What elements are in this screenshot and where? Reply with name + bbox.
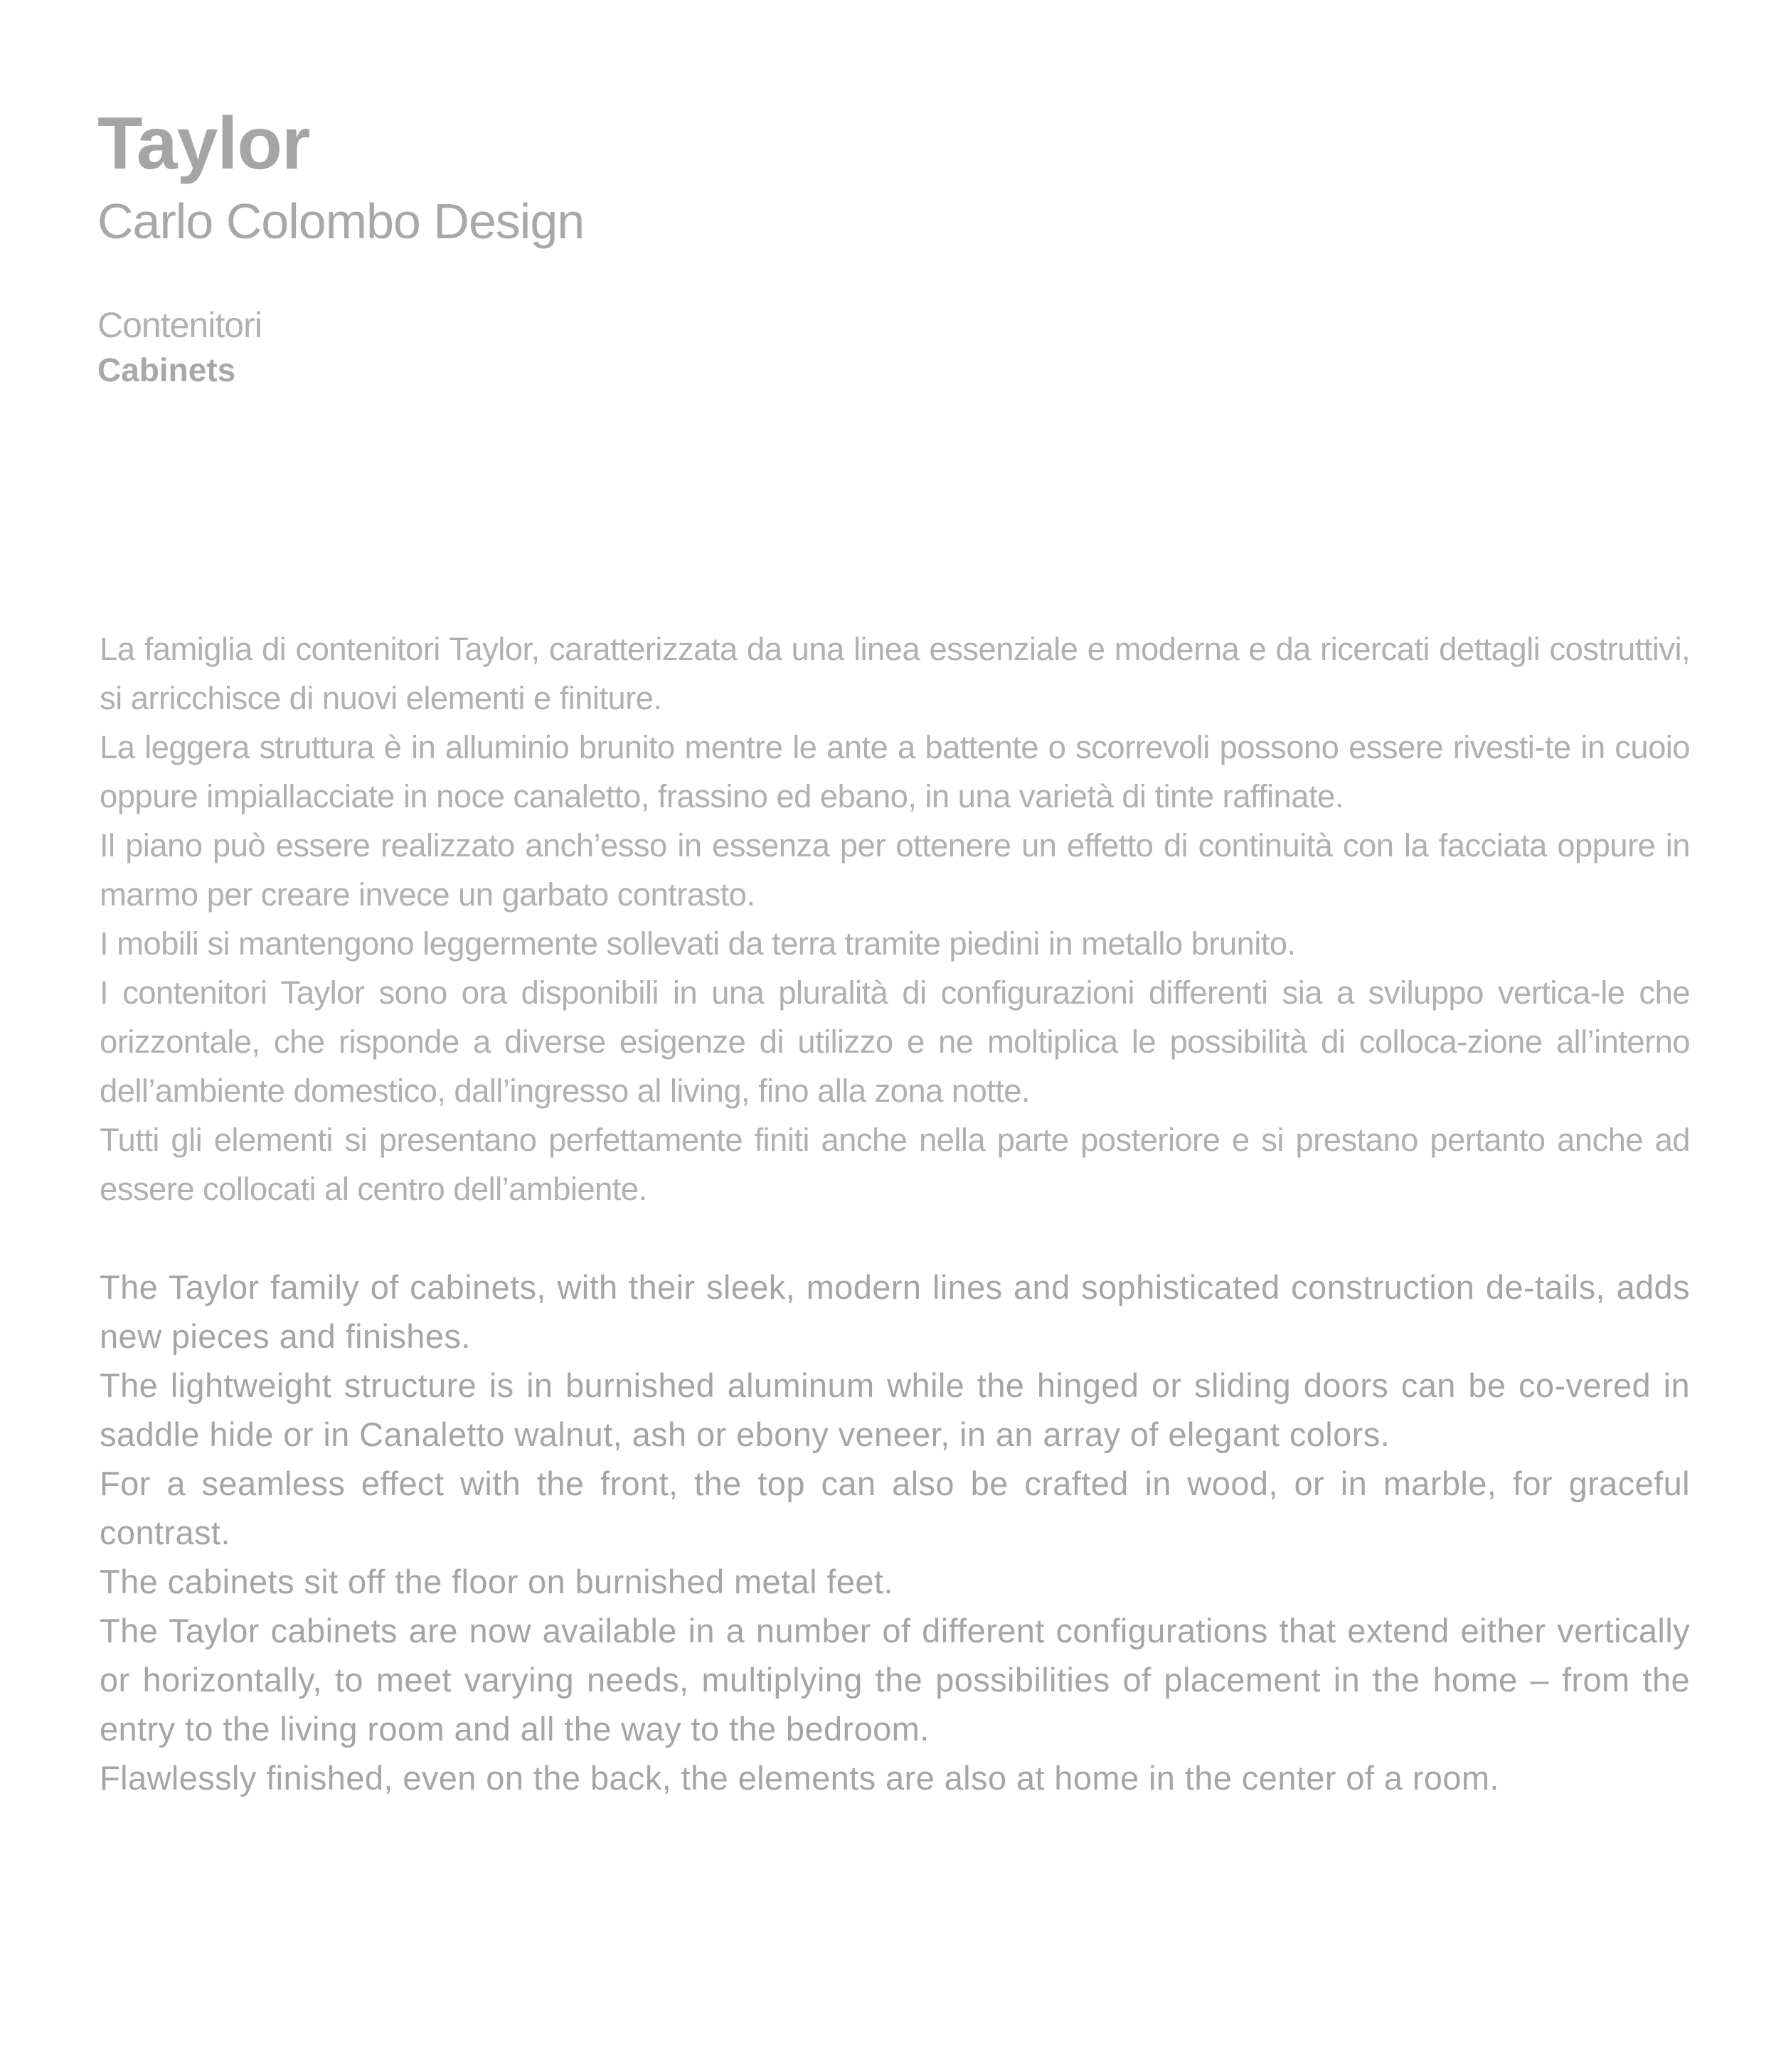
header	[97, 102, 1691, 392]
section-divider	[100, 1213, 1690, 1263]
english-paragraph: The cabinets sit off the floor on burnished metal feet.	[100, 1563, 893, 1600]
category-block	[97, 303, 1691, 392]
product-title: Taylor	[97, 102, 310, 185]
italian-paragraph: La leggera struttura è in alluminio brunito mentre le ante a battente o scorrevoli possono essere rivesti-te in cuoio oppure impiallacciate in noce canaletto, frassino ed ebano, in una varietà di tinte raffinate.	[100, 729, 1690, 814]
italian-paragraph: Tutti gli elementi si presentano perfettamente finiti anche nella parte posteriore e si prestano pertanto anche ad essere collocati al centro dell’ambiente.	[100, 1122, 1690, 1207]
description-body	[100, 625, 1690, 1802]
english-paragraph: The Taylor family of cabinets, with their sleek, modern lines and sophisticated construction de-tails, adds new pieces and finishes.	[100, 1268, 1690, 1355]
category-italian: Contenitori	[97, 305, 262, 345]
italian-paragraph: I contenitori Taylor sono ora disponibili in una pluralità di configurazioni differenti sia a sviluppo vertica-le che orizzontale, che risponde a diverse esigenze di utilizzo e ne moltiplica le possibilità di colloca-zione all’interno dell’ambiente domestico, dall’ingresso al living, fino alla zona notte.	[100, 974, 1690, 1109]
english-description	[100, 1263, 1690, 1802]
italian-paragraph: I mobili si mantengono leggermente sollevati da terra tramite piedini in metallo brunito.	[100, 925, 1296, 962]
italian-paragraph: Il piano può essere realizzato anch’esso in essenza per ottenere un effetto di continuità con la facciata oppure in marmo per creare invece un garbato contrasto.	[100, 827, 1690, 913]
category-english: Cabinets	[97, 351, 236, 388]
italian-paragraph: La famiglia di contenitori Taylor, caratterizzata da una linea essenziale e moderna e da ricercati dettagli costruttivi, si arricchisce di nuovi elementi e finiture.	[100, 631, 1690, 716]
english-paragraph: The Taylor cabinets are now available in a number of different configurations that extend either vertically or horizontally, to meet varying needs, multiplying the possibilities of placement in the home – from the entry to the living room and all the way to the bedroom.	[100, 1612, 1690, 1748]
italian-description	[100, 625, 1690, 1213]
english-paragraph: For a seamless effect with the front, the top can also be crafted in wood, or in marble, for graceful contrast.	[100, 1465, 1690, 1551]
english-paragraph: Flawlessly finished, even on the back, the elements are also at home in the center of a room.	[100, 1759, 1499, 1797]
designer-credit: Carlo Colombo Design	[97, 193, 585, 249]
english-paragraph: The lightweight structure is in burnished aluminum while the hinged or sliding doors can be co-vered in saddle hide or in Canaletto walnut, ash or ebony veneer, in an array of elegant colors.	[100, 1366, 1690, 1453]
